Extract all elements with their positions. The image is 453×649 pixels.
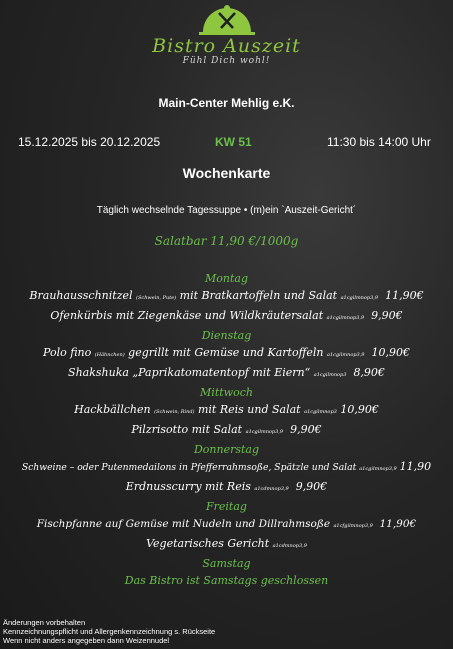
bistro-logo: [0, 4, 453, 67]
menu-item: Schweine – oder Putenmedailons in Pfefferrahmsoße, Spätzle und Salat a1cgilmnop3,9 11,90: [21, 460, 432, 473]
closed-notice: Das Bistro ist Samstags geschlossen: [124, 574, 329, 587]
menu-item: Brauhausschnitzel (Schwein, Pute) mit Bratkartoffeln und Salat a1cgilmnop3,9 11,90€: [29, 289, 424, 302]
menu-item: Hackbällchen (Schwein, Rind) mit Reis und Salat a1cgilmnop3 10,90€: [74, 403, 379, 416]
logo-slogan: Fühl Dich wohl!: [182, 56, 271, 66]
day-heading-dienstag: Dienstag: [201, 329, 252, 342]
weekly-menu: [0, 270, 453, 590]
day-heading-montag: Montag: [205, 272, 248, 285]
logo-name: Bistro Auszeit: [152, 35, 301, 57]
date-range: 15.12.2025 bis 20.12.2025: [18, 135, 161, 149]
menu-item: Polo fino (Hähnchen) gegrillt mit Gemüse und Kartoffeln a1cgilmnop3,9 10,90€: [43, 346, 410, 359]
footer-line: Änderungen vorbehalten: [3, 618, 86, 627]
menu-item: Erdnusscurry mit Reis a1cdmnop3,9 9,90€: [125, 480, 328, 493]
menu-item: Shakshuka „Paprikatomatentopf mit Eiern“ a1cgilmnop3 8,90€: [68, 366, 385, 379]
day-heading-samstag: Samstag: [202, 557, 251, 570]
salad-bar: Salatbar 11,90 €/1000g: [154, 234, 299, 248]
footer-line: Kennzeichnungspflicht und Allergenkennzeichnung s. Rückseite: [3, 627, 216, 636]
menu-item: Ofenkürbis mit Ziegenkäse und Wildkräutersalat a1cgilmnop3,9 9,90€: [50, 309, 403, 322]
company-name: Main-Center Mehlig e.K.: [158, 96, 295, 110]
cloche-icon: [197, 4, 257, 36]
footer-notes: [3, 618, 215, 645]
menu-item: Pilzrisotto mit Salat a1cgilmnop3,9 9,90€: [131, 423, 322, 436]
day-heading-mittwoch: Mittwoch: [200, 386, 253, 399]
day-heading-freitag: Freitag: [206, 500, 247, 513]
footer-line: Wenn nicht anders angegeben dann Weizennudel: [3, 636, 170, 645]
opening-hours: 11:30 bis 14:00 Uhr: [327, 135, 431, 149]
menu-item: Fischpfanne auf Gemüse mit Nudeln und Dillrahmsoße a1cfgilmnop3,9 11,90€: [36, 518, 417, 530]
menu-item: Vegetarisches Gericht a1cdmnop3,9: [146, 537, 307, 550]
soup-subtitle: Täglich wechselnde Tagessuppe • (m)ein `Auszeit-Gericht´: [96, 205, 357, 216]
calendar-week: KW 51: [215, 135, 252, 149]
menu-title: Wochenkarte: [182, 165, 271, 181]
day-heading-donnerstag: Donnerstag: [193, 443, 260, 456]
